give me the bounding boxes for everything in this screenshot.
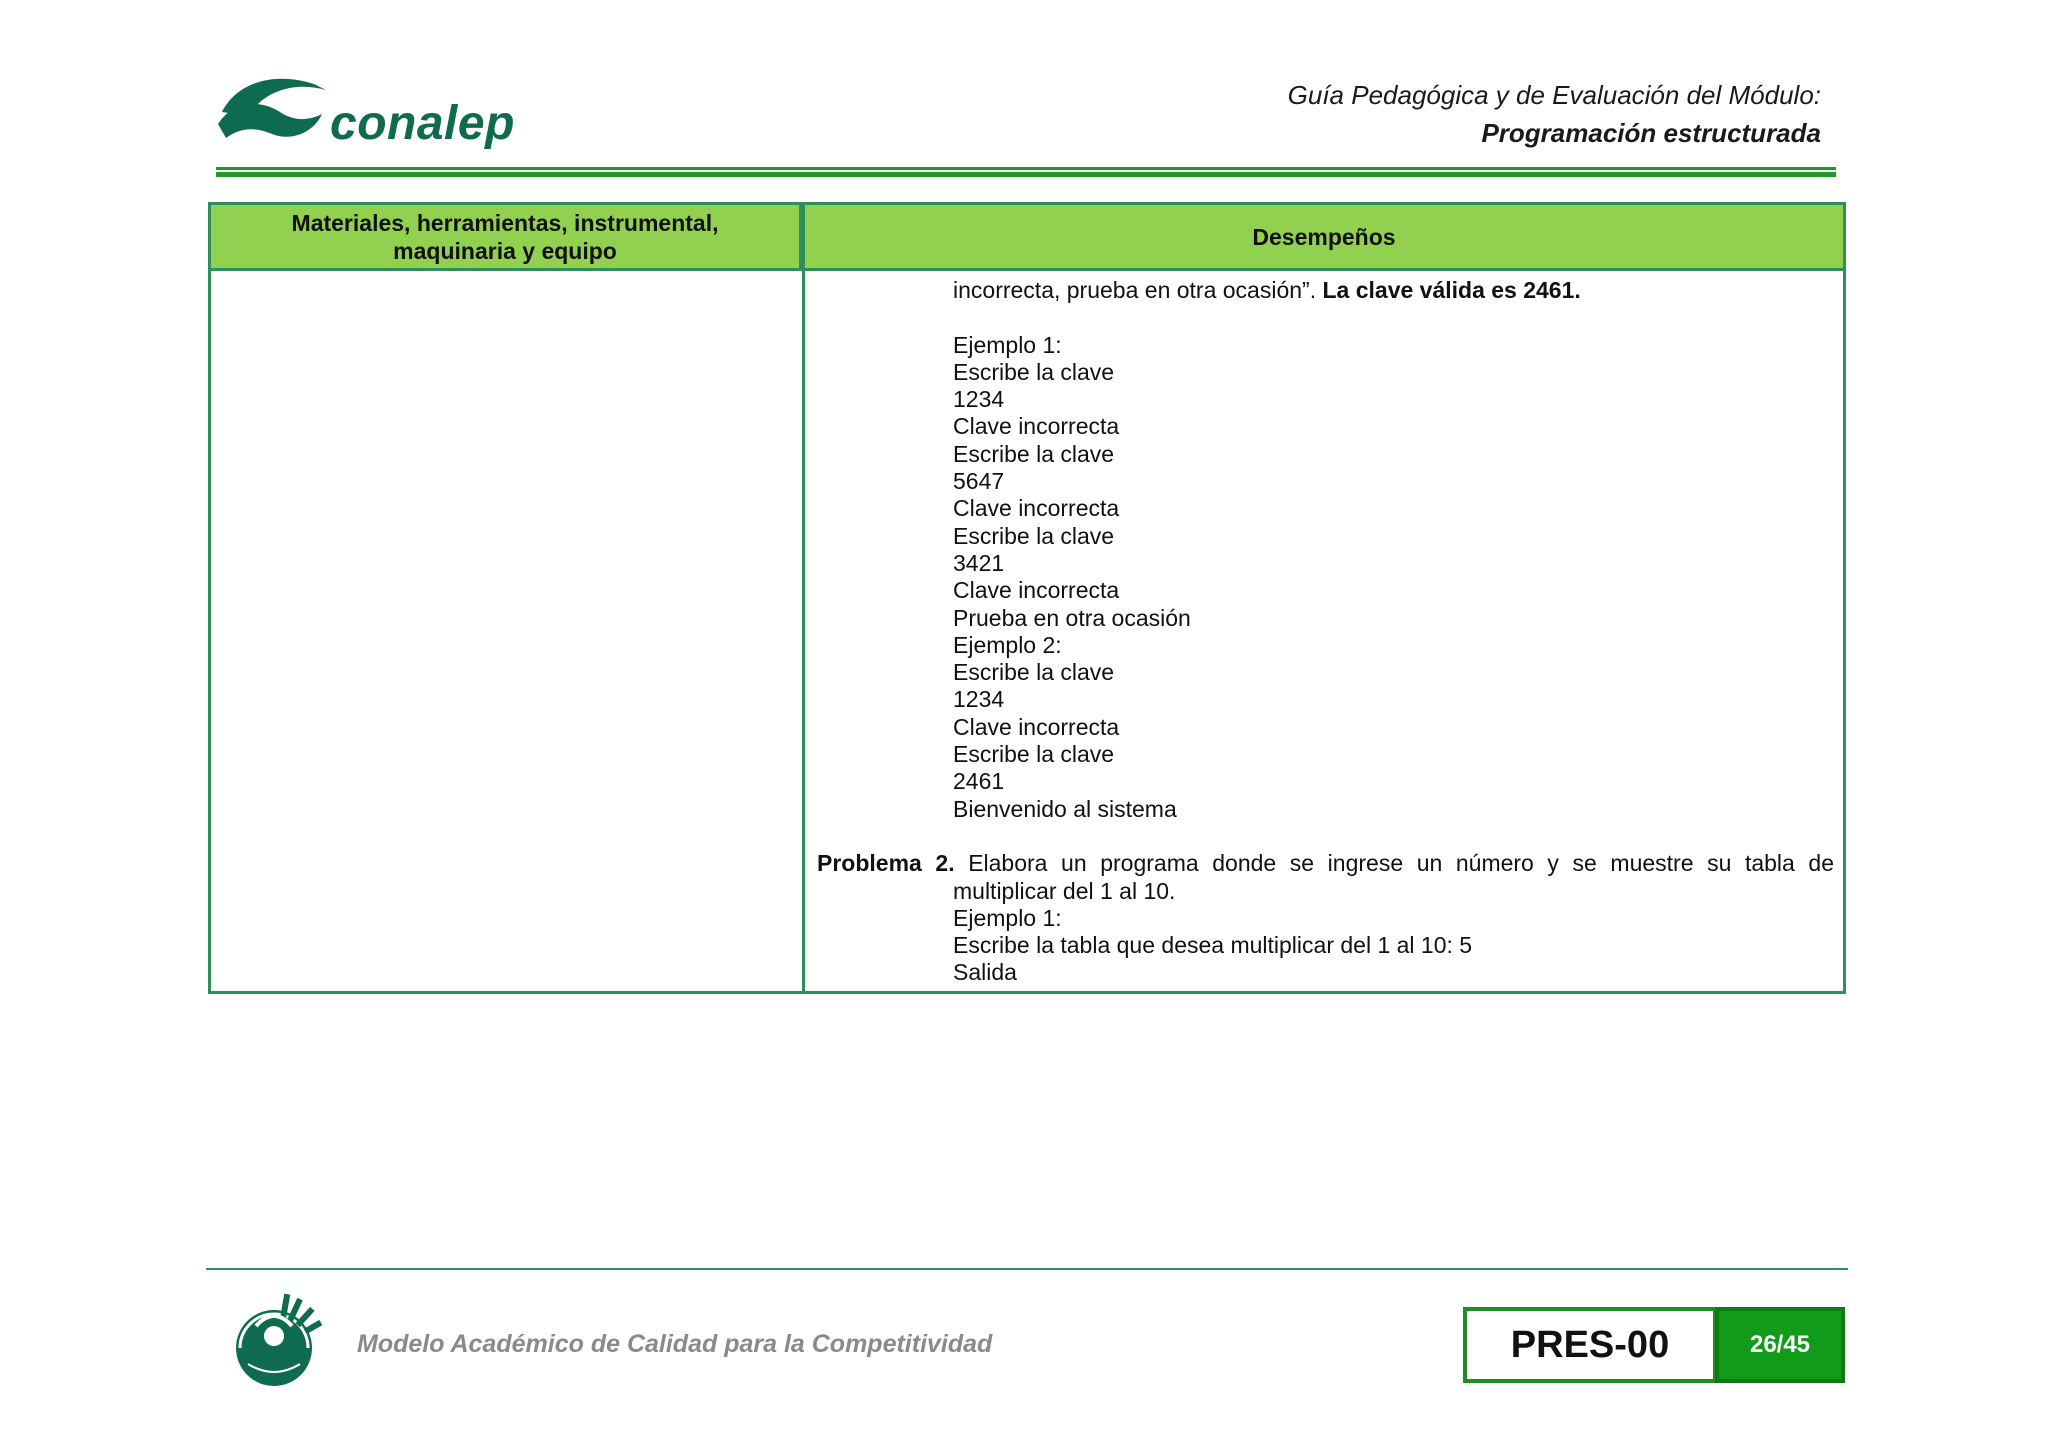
performance-column-header: [805, 205, 1843, 268]
problem-2-statement: [817, 850, 1834, 877]
materials-header-line2: maquinaria y equipo: [393, 237, 617, 264]
module-name: Programación estructurada: [1481, 118, 1821, 148]
example-line: Escribe la tabla que desea multiplicar del 1 al 10: 5: [953, 932, 1473, 959]
example-line: Escribe la clave: [953, 440, 1115, 467]
materials-column-header: [211, 205, 802, 268]
continuation-text: incorrecta, prueba en otra ocasión”.: [953, 277, 1317, 303]
quality-model-seal: [226, 1286, 330, 1390]
continuation-line: [817, 277, 1834, 304]
example-line: Escribe la clave: [953, 358, 1115, 385]
header-divider: [211, 268, 1843, 271]
example-block-2: [817, 878, 1834, 987]
example-line: Clave incorrecta: [953, 495, 1120, 522]
example-block-1: [817, 332, 1834, 823]
example-line: Clave incorrecta: [953, 577, 1120, 604]
valid-key-note: La clave válida es 2461.: [1322, 277, 1581, 303]
example-line: 5647: [953, 468, 1005, 495]
document-header: [1288, 76, 1821, 152]
conalep-wordmark: conalep: [330, 97, 515, 150]
example-line: Escribe la clave: [953, 741, 1115, 768]
problem-2-label: Problema 2.: [817, 850, 955, 877]
guide-title: Guía Pedagógica y de Evaluación del Módulo:: [1287, 80, 1821, 110]
example-line: Escribe la clave: [953, 522, 1115, 549]
example-line: 1234: [953, 686, 1005, 713]
performance-header-label: Desempeños: [1252, 223, 1396, 250]
example-line: Ejemplo 1:: [953, 331, 1062, 358]
column-divider: [802, 205, 805, 991]
page-number: 26/45: [1715, 1307, 1845, 1383]
example-line: Ejemplo 1:: [953, 904, 1062, 931]
example-line: Clave incorrecta: [953, 413, 1120, 440]
footer-model-text: Modelo Académico de Calidad para la Competitividad: [357, 1330, 993, 1358]
materials-header-line1: Materiales, herramientas, instrumental,: [291, 209, 719, 236]
example-line: Prueba en otra ocasión: [953, 604, 1191, 631]
document-code: PRES-00: [1463, 1307, 1717, 1383]
problem-2-text: Elabora un programa donde se ingrese un número y se muestre su tabla de: [968, 850, 1835, 877]
header-rule-thick: [216, 172, 1836, 177]
example-line: Salida: [953, 959, 1017, 986]
example-line: Ejemplo 2:: [953, 631, 1062, 658]
performance-table: [208, 202, 1846, 994]
header-rule-thin: [216, 167, 1836, 170]
example-line: 3421: [953, 549, 1005, 576]
problem-2-text-continued: multiplicar del 1 al 10.: [953, 877, 1176, 904]
footer-rule: [206, 1268, 1848, 1270]
quality-seal-icon: [226, 1286, 330, 1390]
example-line: Bienvenido al sistema: [953, 795, 1177, 822]
conalep-emblem-icon: [218, 72, 330, 150]
example-line: 1234: [953, 386, 1005, 413]
example-line: Escribe la clave: [953, 659, 1115, 686]
example-line: 2461: [953, 768, 1005, 795]
performance-cell: [817, 277, 1834, 987]
example-line: Clave incorrecta: [953, 713, 1120, 740]
conalep-logo: [218, 72, 518, 158]
